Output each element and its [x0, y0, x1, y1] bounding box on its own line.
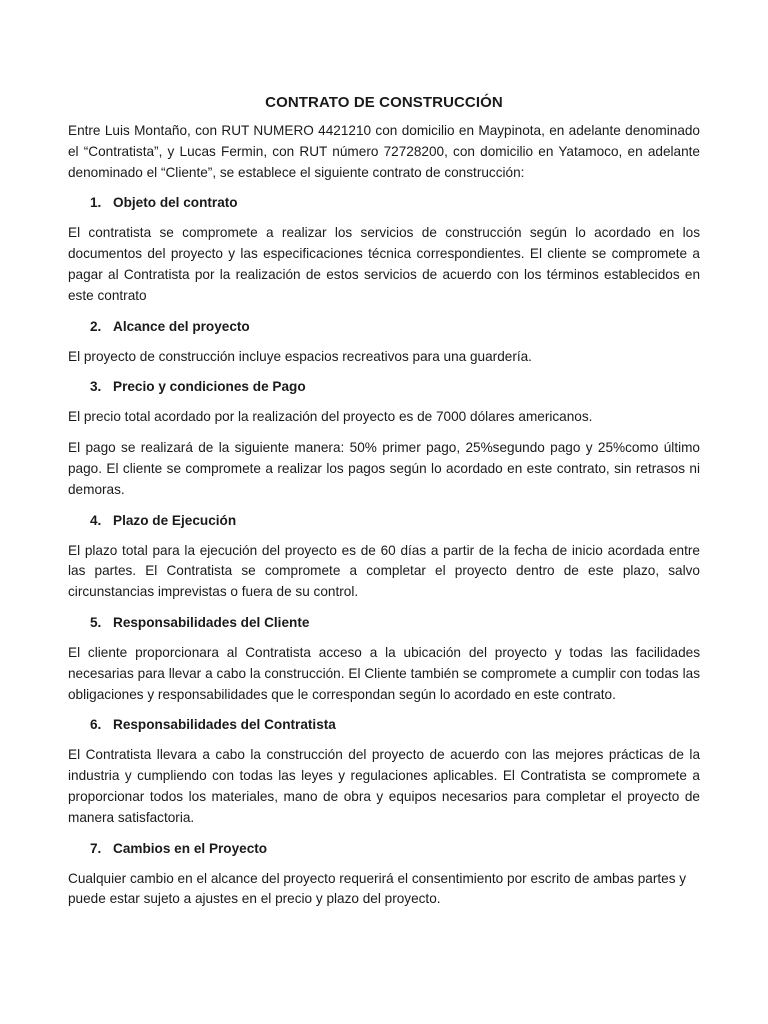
- section-3-paragraph-2: El pago se realizará de la siguiente manera: 50% primer pago, 25%segundo pago y 25%como último pago. El cliente se compromete a realizar los pagos según lo acordado en este contrato, sin retrasos ni demoras.: [68, 440, 700, 497]
- section-heading-5: [68, 613, 700, 633]
- section-3-paragraph-1: El precio total acordado por la realización del proyecto es de 7000 dólares americanos.: [68, 409, 593, 425]
- section-number: 2.: [90, 318, 102, 334]
- document-page: [68, 94, 700, 920]
- section-heading-3: [68, 377, 700, 397]
- section-title: Cambios en el Proyecto: [113, 840, 268, 856]
- document-title: CONTRATO DE CONSTRUCCIÓN: [265, 94, 503, 111]
- section-2-paragraph: El proyecto de construcción incluye espacios recreativos para una guardería.: [68, 348, 532, 364]
- section-number: 5.: [90, 614, 102, 630]
- section-title: Objeto del contrato: [113, 195, 238, 211]
- section-5-paragraph: El cliente proporcionara al Contratista acceso a la ubicación del proyecto y todas las facilidades necesarias para llevar a cabo la construcción. El Cliente también se compromete a cumplir con todas las obligaciones y responsabilidades que le correspondan según lo acordado en este contrato.: [68, 644, 700, 702]
- section-title: Plazo de Ejecución: [113, 512, 237, 528]
- section-6-paragraph: El Contratista llevara a cabo la construcción del proyecto de acuerdo con las mejores prácticas de la industria y cumpliendo con todas las leyes y regulaciones aplicables. El Contratista se compromete a proporcionar todos los materiales, mano de obra y equipos necesarios para completar el proyecto de manera satisfactoria.: [68, 747, 700, 825]
- section-number: 1.: [90, 195, 102, 211]
- section-title: Alcance del proyecto: [113, 318, 250, 334]
- section-title: Precio y condiciones de Pago: [113, 379, 306, 395]
- section-number: 4.: [90, 512, 102, 528]
- section-heading-6: [68, 715, 700, 735]
- section-title: Responsabilidades del Contratista: [113, 717, 336, 733]
- section-1-paragraph: El contratista se compromete a realizar los servicios de construcción según lo acordado en los documentos del proyecto y las especificaciones técnica correspondientes. El cliente se compromete a pagar al Contratista por la realización de estos servicios de acuerdo con los términos establecidos en este contrato: [68, 225, 700, 303]
- section-number: 6.: [90, 717, 102, 733]
- section-7-paragraph: Cualquier cambio en el alcance del proyecto requerirá el consentimiento por escrito de ambas partes y puede estar sujeto a ajustes en el precio y plazo del proyecto.: [68, 870, 687, 907]
- section-heading-2: [68, 317, 700, 337]
- section-4-paragraph: El plazo total para la ejecución del proyecto es de 60 días a partir de la fecha de inicio acordada entre las partes. El Contratista se compromete a completar el proyecto dentro de este plazo, salvo circunstancias imprevistas o fuera de su control.: [68, 542, 700, 600]
- section-heading-1: [68, 193, 700, 213]
- intro-paragraph: Entre Luis Montaño, con RUT NUMERO 4421210 con domicilio en Maypinota, en adelante denominado el “Contratista”, y Lucas Fermin, con RUT número 72728200, con domicilio en Yatamoco, en adelante denominado el “Cliente”, se establece el siguiente contrato de construcción:: [68, 123, 700, 180]
- section-number: 3.: [90, 379, 102, 395]
- section-heading-7: [68, 839, 700, 859]
- section-title: Responsabilidades del Cliente: [113, 614, 310, 630]
- section-number: 7.: [90, 840, 102, 856]
- section-heading-4: [68, 511, 700, 531]
